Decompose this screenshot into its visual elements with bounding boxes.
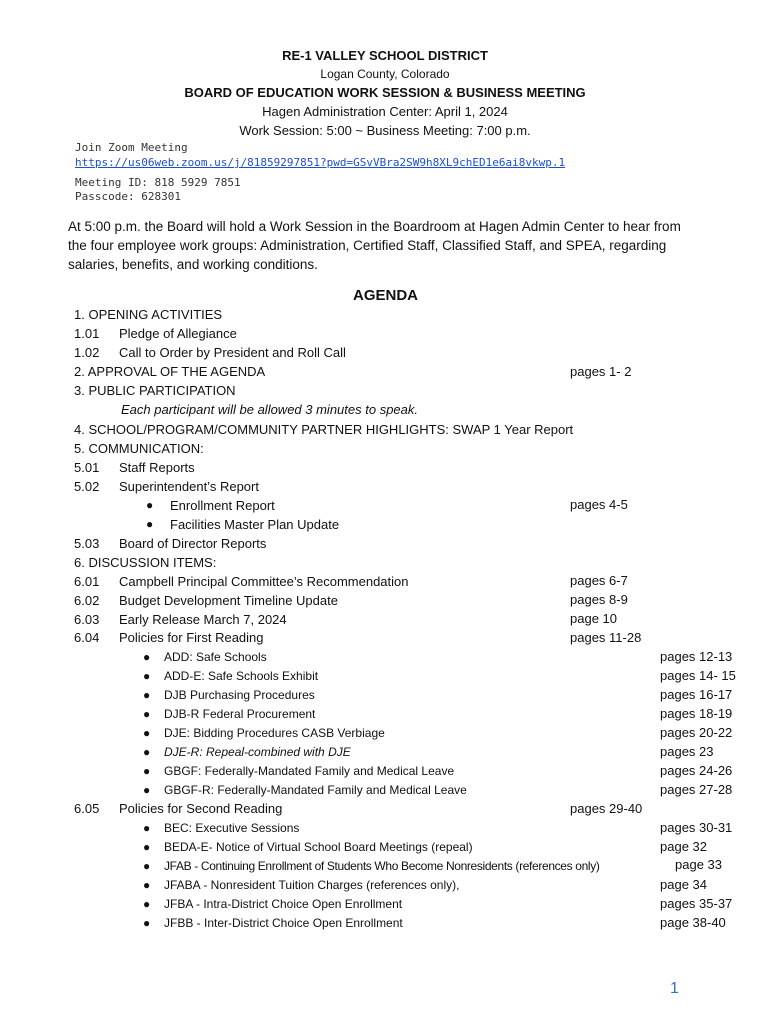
item-campbell-recommendation: Campbell Principal Committee’s Recommendation [119,574,409,589]
policy-item: BEDA-E- Notice of Virtual School Board Meetings (repeal) [164,840,473,854]
page-ref: page 38-40 [660,915,726,930]
page-ref: pages 29-40 [570,801,643,816]
item-number: 5.01 [74,460,100,475]
policy-item: BEC: Executive Sessions [164,821,300,835]
policy-item: DJB Purchasing Procedures [164,688,315,702]
section-discussion-items: 6. DISCUSSION ITEMS: [74,555,217,570]
page-ref: page 34 [660,877,707,892]
zoom-passcode: Passcode: 628301 [75,190,181,203]
bullet-icon: ● [143,897,151,911]
page-ref: pages 12-13 [660,649,733,664]
policy-item: JFABA - Nonresident Tuition Charges (references only), [164,878,460,892]
page-ref: pages 35-37 [660,896,733,911]
page-ref: pages 24-26 [660,763,733,778]
bullet-icon: ● [143,669,151,683]
item-second-reading: Policies for Second Reading [119,801,283,816]
item-staff-reports: Staff Reports [119,460,195,475]
page-ref: pages 23 [660,744,714,759]
item-board-reports: Board of Director Reports [119,536,267,551]
meeting-times: Work Session: 5:00 ~ Business Meeting: 7:00 p.m. [239,123,531,138]
bullet-icon: ● [143,821,151,835]
item-superintendent-report: Superintendent’s Report [119,479,259,494]
page-ref: pages 11-28 [570,630,642,645]
policy-item: DJE: Bidding Procedures CASB Verbiage [164,726,385,740]
page-ref: pages 20-22 [660,725,733,740]
page-ref: page 33 [675,857,722,872]
page-ref: pages 16-17 [660,687,733,702]
page-ref: pages 30-31 [660,820,733,835]
policy-item: DJE-R: Repeal-combined with DJE [164,745,351,759]
page-ref: pages 8-9 [570,592,628,607]
bullet-icon: ● [143,726,151,740]
page-number: 1 [670,980,679,997]
page-ref: pages 14- 15 [660,668,736,683]
page-ref: pages 1- 2 [570,364,632,379]
meeting-title: BOARD OF EDUCATION WORK SESSION & BUSINESS MEETING [184,85,586,100]
page-ref: pages 27-28 [660,782,733,797]
policy-item: JFBA - Intra-District Choice Open Enrollment [164,897,403,911]
item-number: 6.01 [74,574,100,589]
bullet-icon: ● [143,878,151,892]
page-ref: pages 6-7 [570,573,628,588]
item-number: 6.04 [74,630,100,645]
section-approval-agenda: 2. APPROVAL OF THE AGENDA [74,364,266,379]
policy-item: DJB-R Federal Procurement [164,707,316,721]
section-highlights: 4. SCHOOL/PROGRAM/COMMUNITY PARTNER HIGHLIGHTS: SWAP 1 Year Report [74,422,574,437]
bullet-icon: ● [143,840,151,854]
zoom-link[interactable]: https://us06web.zoom.us/j/81859297851?pwd=GSvVBra2SW9h8XL9chED1e6ai8vkwp.1 [75,156,566,169]
bullet-enrollment-report: Enrollment Report [170,498,275,513]
item-first-reading: Policies for First Reading [119,630,264,645]
intro-line-1: At 5:00 p.m. the Board will hold a Work Session in the Boardroom at Hagen Admin Center to hear from [68,219,681,234]
zoom-join-label: Join Zoom Meeting [75,141,188,154]
item-early-release: Early Release March 7, 2024 [119,612,287,627]
item-number: 6.03 [74,612,100,627]
participation-note: Each participant will be allowed 3 minutes to speak. [121,402,418,417]
item-number: 5.02 [74,479,100,494]
item-number: 6.02 [74,593,100,608]
bullet-icon: ● [143,916,151,930]
zoom-meeting-id: Meeting ID: 818 5929 7851 [75,176,241,189]
policy-item: JFBB - Inter-District Choice Open Enrollment [164,916,403,930]
bullet-icon: ● [143,783,151,797]
item-budget-timeline: Budget Development Timeline Update [119,593,338,608]
page-ref: page 32 [660,839,707,854]
item-pledge: Pledge of Allegiance [119,326,237,341]
item-number: 6.05 [74,801,100,816]
district-name: RE-1 VALLEY SCHOOL DISTRICT [282,48,488,63]
bullet-icon: ● [143,688,151,702]
section-communication: 5. COMMUNICATION: [74,441,204,456]
bullet-icon: ● [143,707,151,721]
policy-item: ADD-E: Safe Schools Exhibit [164,669,319,683]
bullet-icon: ● [143,650,151,664]
bullet-icon: ● [146,517,154,531]
bullet-facilities-plan: Facilities Master Plan Update [170,517,340,532]
bullet-icon: ● [143,859,151,873]
agenda-title: AGENDA [353,287,419,304]
bullet-icon: ● [146,498,154,512]
item-call-to-order: Call to Order by President and Roll Call [119,345,346,360]
policy-item: GBGF: Federally-Mandated Family and Medical Leave [164,764,455,778]
intro-line-3: salaries, benefits, and working conditions. [68,257,318,272]
policy-item: JFAB - Continuing Enrollment of Students Who Become Nonresidents (references only) [164,859,600,873]
bullet-icon: ● [143,745,151,759]
section-public-participation: 3. PUBLIC PARTICIPATION [74,383,236,398]
item-number: 1.02 [74,345,100,360]
section-opening-activities: 1. OPENING ACTIVITIES [74,307,223,322]
policy-item: ADD: Safe Schools [164,650,267,664]
page-ref: pages 4-5 [570,497,628,512]
bullet-icon: ● [143,764,151,778]
county-name: Logan County, Colorado [320,67,450,81]
location-date: Hagen Administration Center: April 1, 2024 [262,104,508,119]
page-ref: page 10 [570,611,617,626]
intro-line-2: the four employee work groups: Administration, Certified Staff, Classified Staff, and SPEA, regarding [68,238,667,253]
item-number: 5.03 [74,536,100,551]
item-number: 1.01 [74,326,100,341]
page-ref: pages 18-19 [660,706,733,721]
policy-item: GBGF-R: Federally-Mandated Family and Medical Leave [164,783,467,797]
